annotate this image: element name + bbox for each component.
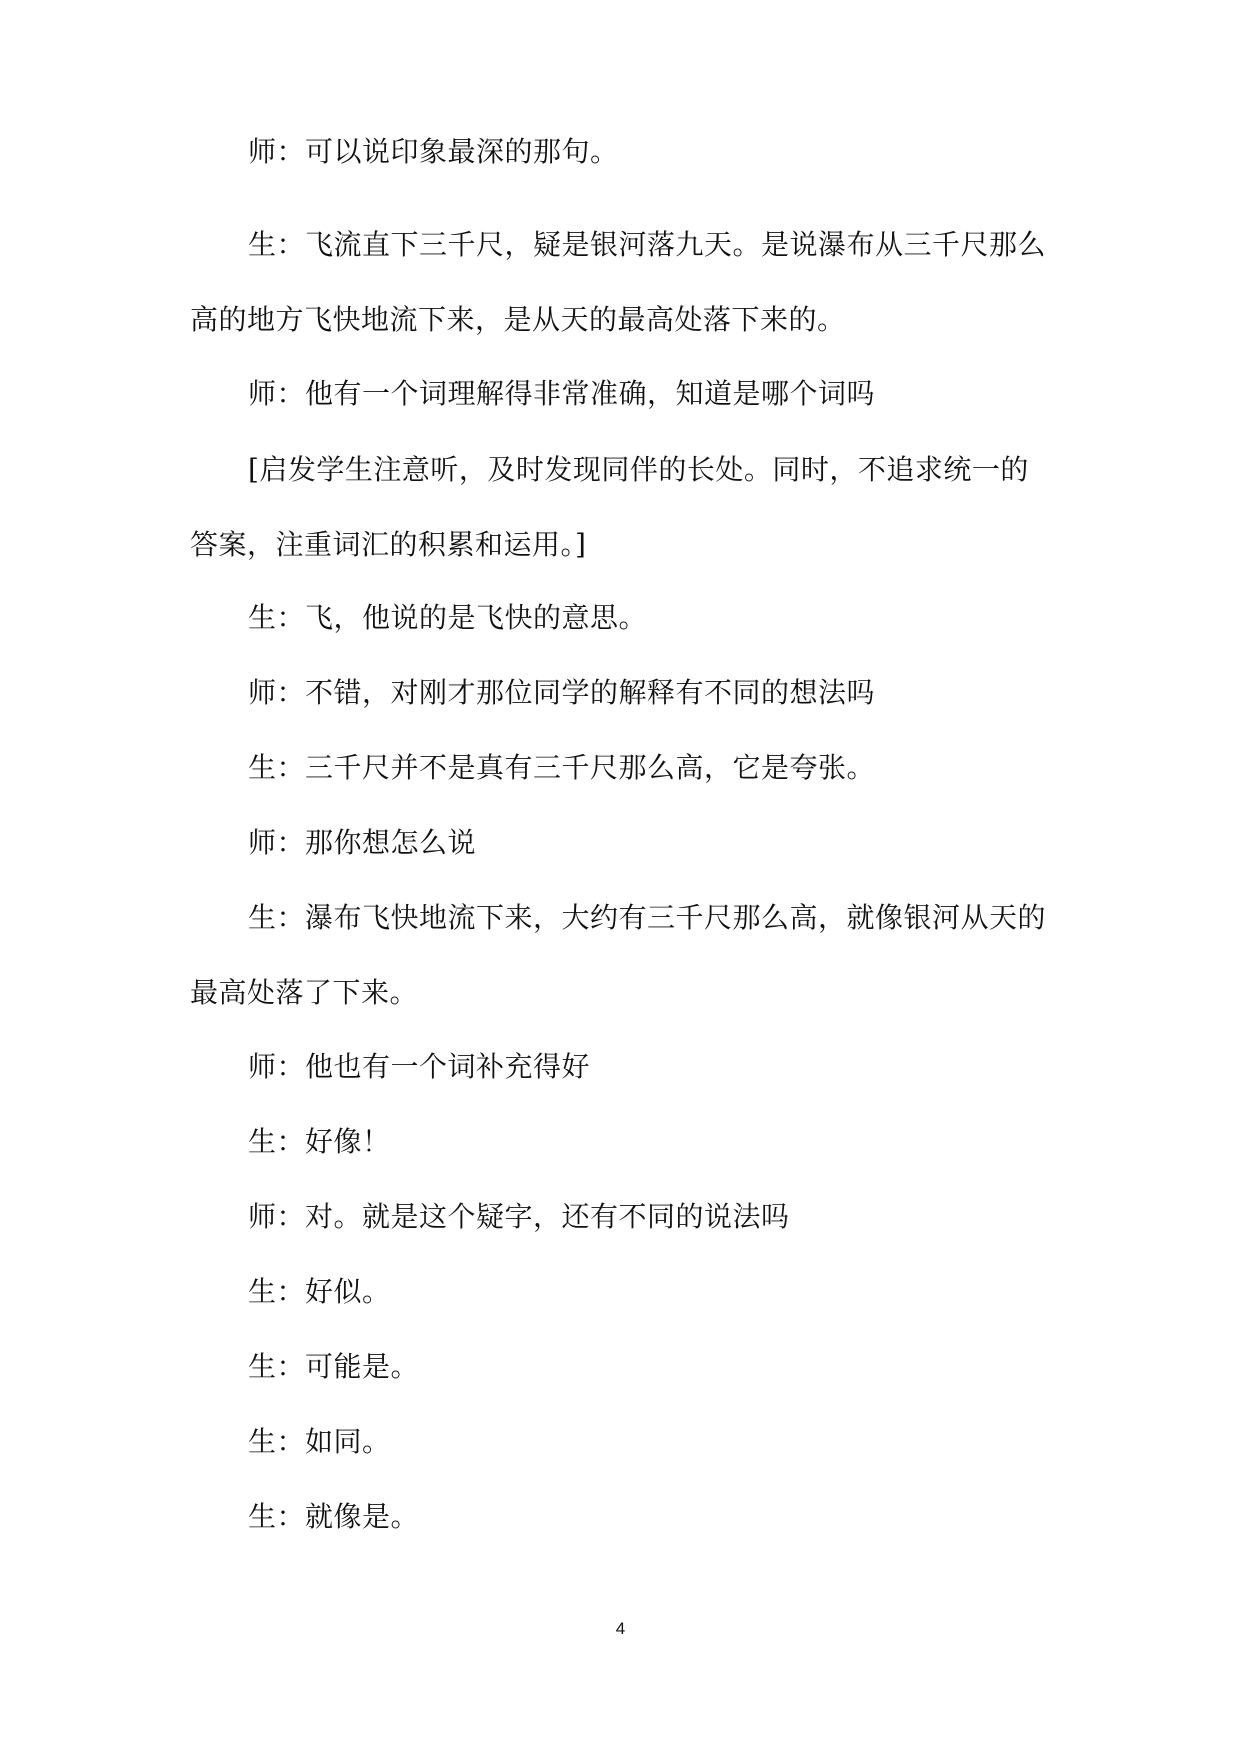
text-line-16: 生：好似。 xyxy=(248,1275,391,1308)
page-number: 4 xyxy=(615,1619,626,1638)
text-line-2: 生：飞流直下三千尺，疑是银河落九天。是说瀑布从三千尺那么 xyxy=(248,228,1047,261)
text-line-19: 生：就像是。 xyxy=(248,1500,420,1533)
text-line-3: 高的地方飞快地流下来，是从天的最高处落下来的。 xyxy=(190,303,846,336)
text-line-6: 答案，注重词汇的积累和运用。] xyxy=(190,528,587,561)
text-line-7: 生：飞，他说的是飞快的意思。 xyxy=(248,601,648,634)
text-line-10: 师：那你想怎么说 xyxy=(248,826,477,859)
text-line-14: 生：好像！ xyxy=(248,1125,391,1158)
text-line-5: [启发学生注意听，及时发现同伴的长处。同时，不追求统一的 xyxy=(248,453,1029,486)
text-line-15: 师：对。就是这个疑字，还有不同的说法吗 xyxy=(248,1200,790,1233)
text-line-1: 师：可以说印象最深的那句。 xyxy=(248,135,619,168)
text-line-4: 师：他有一个词理解得非常准确，知道是哪个词吗 xyxy=(248,377,876,410)
text-line-17: 生：可能是。 xyxy=(248,1350,420,1383)
text-line-11: 生：瀑布飞快地流下来，大约有三千尺那么高，就像银河从天的 xyxy=(248,901,1047,934)
text-line-18: 生：如同。 xyxy=(248,1425,391,1458)
text-line-13: 师：他也有一个词补充得好 xyxy=(248,1050,591,1083)
text-line-12: 最高处落了下来。 xyxy=(190,976,419,1009)
text-line-8: 师：不错，对刚才那位同学的解释有不同的想法吗 xyxy=(248,676,876,709)
text-line-9: 生：三千尺并不是真有三千尺那么高，它是夸张。 xyxy=(248,751,876,784)
